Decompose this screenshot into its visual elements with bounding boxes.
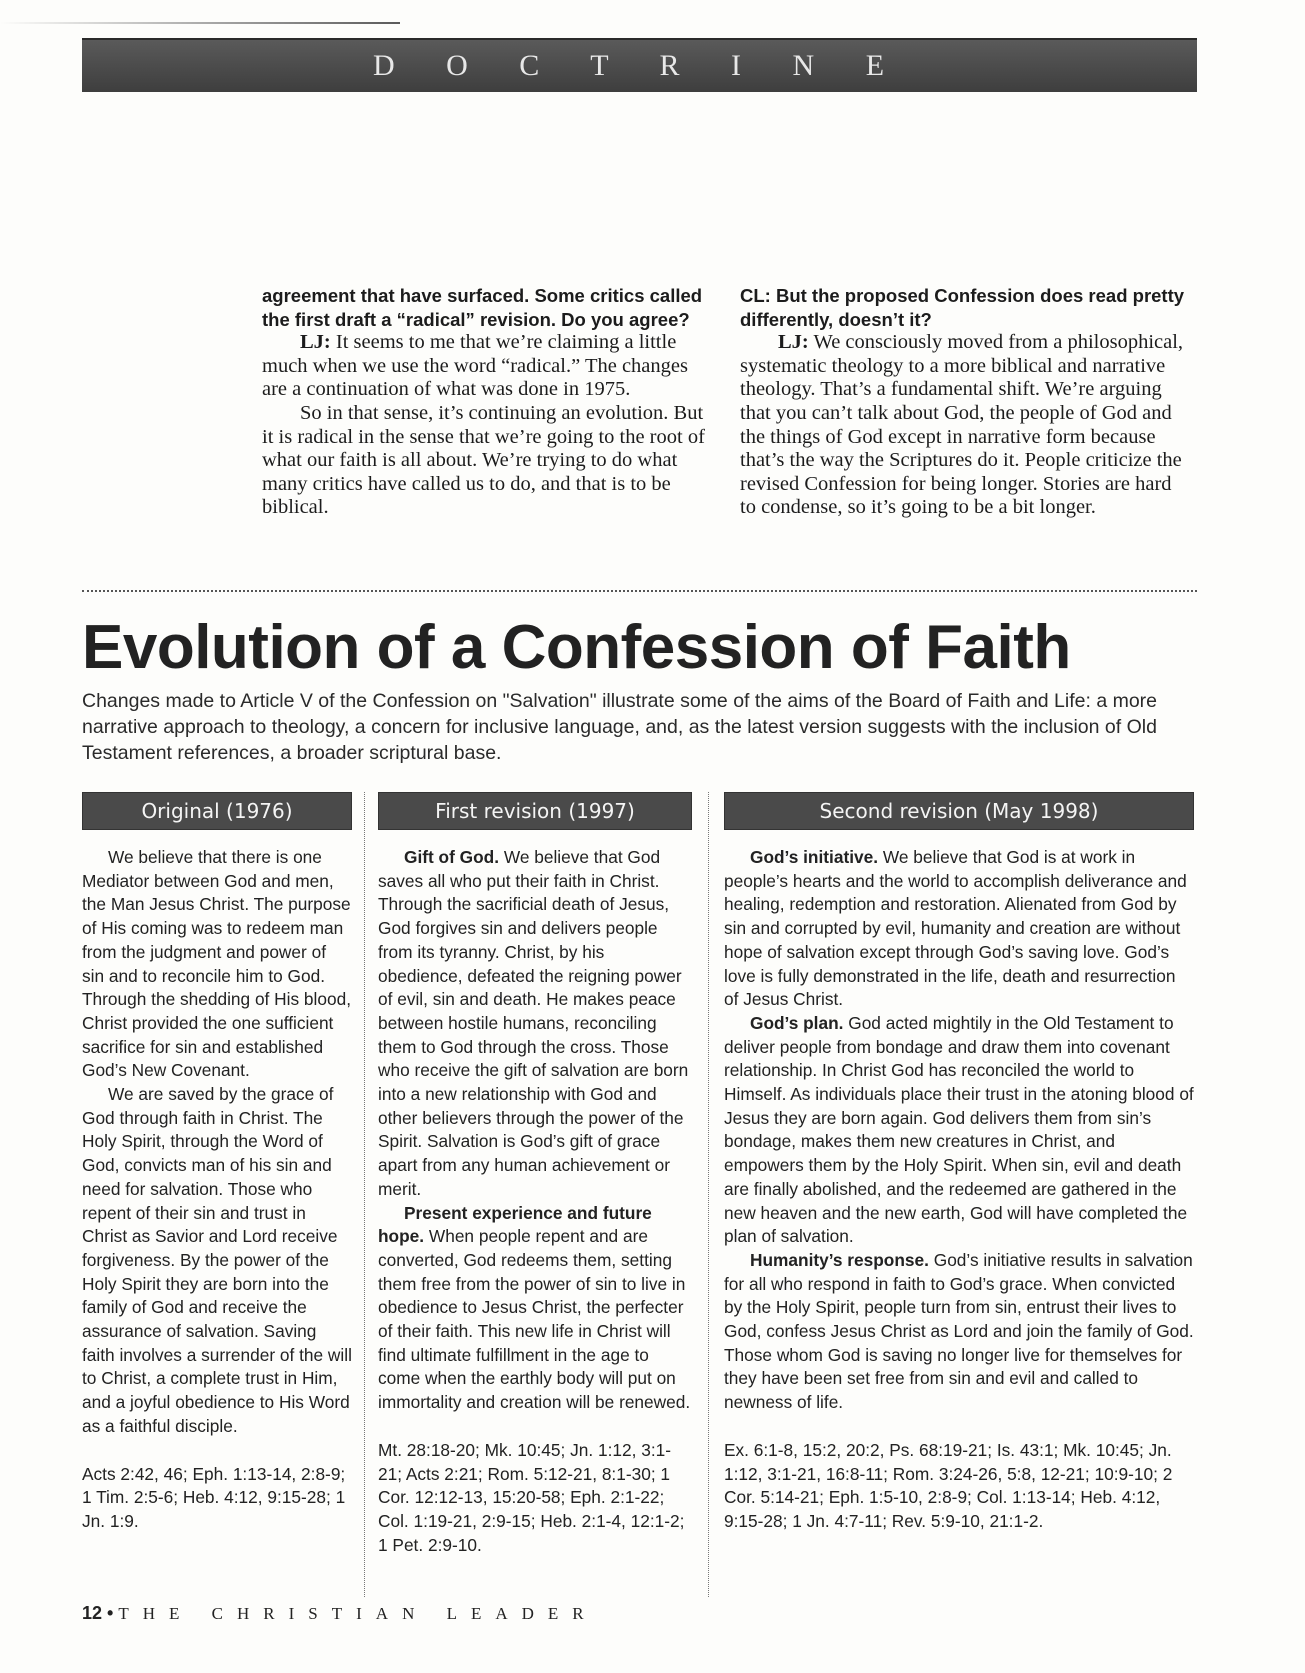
interview-answer <box>262 331 714 402</box>
column-body <box>724 846 1194 1415</box>
scripture-references: Mt. 28:18-20; Mk. 10:45; Jn. 1:12, 3:1-21; Acts 2:21; Rom. 5:12-21, 8:1-30; 1 Cor. 12:12-13, 15:20-58; Eph. 2:1-22; Col. 1:19-21, 2:9-15; Heb. 2:1-4, 12:1-2; 1 Pet. 2:9-10. <box>378 1439 685 1555</box>
column-body <box>378 846 692 1415</box>
column-header: First revision (1997) <box>378 792 692 830</box>
paragraph <box>378 846 692 1202</box>
scripture-references: Ex. 6:1-8, 15:2, 20:2, Ps. 68:19-21; Is. 43:1; Mk. 10:45; Jn. 1:12, 3:1-21, 16:8-11; Rom. 3:24-26, 5:8, 12-21; 10:9-10; 2 Cor. 5:14-21; Eph. 1:5-10, 2:8-9; Col. 1:13-14; Heb. 4:12, 9:15-28; 1 Jn. 4:7-11; Rev. 5:9-10, 21:1-2. <box>724 1439 1173 1531</box>
paragraph-text: We believe that God is at work in people’s hearts and the world to accomplish deliverance and healing, redemption and restoration. Alienated from God by sin and corrupted by evil, humanity and creation are without hope of salvation except through God’s saving love. God’s love is fully demonstrated in the life, death and resurrection of Jesus Christ. <box>724 847 1187 1010</box>
paragraph <box>724 1012 1194 1249</box>
paragraph-text: God’s initiative results in salvation for all who respond in faith to God’s grace. When convicted by the Holy Spirit, people turn from sin, entrust their lives to God, confess Jesus Christ as Lord and join the family of God. Those whom God is saving no longer live for themselves for they have been set free from sin and evil and called to newness of life. <box>724 1249 1194 1413</box>
column-separator <box>364 792 365 1597</box>
interview-column-left <box>262 284 714 520</box>
paragraph: We believe that there is one Mediator between God and men, the Man Jesus Christ. The purpose of His coming was to redeem man from the judgment and power of sin and to reconcile him to God. Through the shedding of His blood, Christ provided the one sufficient sacrifice for sin and established God’s New Covenant. <box>82 847 351 1081</box>
interview-column-right <box>740 284 1192 520</box>
paragraph-lead: God’s plan. <box>750 1012 844 1033</box>
scripture-references: Acts 2:42, 46; Eph. 1:13-14, 2:8-9; 1 Tim. 2:5-6; Heb. 4:12, 9:15-28; 1 Jn. 1:9. <box>82 1463 346 1531</box>
version-column-first-revision <box>378 792 692 1557</box>
column-separator <box>708 792 709 1597</box>
paragraph-lead: Humanity’s response. <box>750 1249 929 1270</box>
version-column-original <box>82 792 352 1534</box>
paragraph <box>724 846 1194 1012</box>
column-header: Second revision (May 1998) <box>724 792 1194 830</box>
paragraph-text: God acted mightily in the Old Testament to deliver people from bondage and draw them into covenant relationship. In Christ God has reconciled the world to Himself. As individuals place their trust in the atoning blood of Jesus they are born again. God delivers them from sin’s bondage, makes them new creatures in Christ, and empowers them by the Holy Spirit. When sin, evil and death are finally abolished, and the redeemed are gathered in the new heaven and the new earth, God will have completed the plan of salvation. <box>724 1012 1194 1247</box>
footer-bullet: • <box>107 1603 114 1623</box>
article-deck: Changes made to Article V of the Confession on "Salvation" illustrate some of the aims of the Board of Faith and Life: a more narrative approach to theology, a concern for inclusive language, and, as the latest version suggests with the inclusion of Old Testament references, a broader scriptural base. <box>82 690 1158 764</box>
paragraph <box>378 1202 692 1415</box>
paragraph-lead: Present experience and future hope. <box>378 1202 652 1247</box>
section-banner <box>82 38 1197 92</box>
paragraph <box>724 1249 1194 1415</box>
paragraph-lead: Gift of God. <box>404 847 500 867</box>
interview-answer <box>740 331 1192 520</box>
answer-text: We consciously moved from a philosophical, systematic theology to a more biblical and narrative theology. That’s a fundamental shift. We’re arguing that you can’t talk about God, the people of God and the things of God except in narrative form because that’s the way the Scriptures do it. People criticize the revised Confession for being longer. Stories are hard to condense, so it’s going to be a bit longer. <box>740 331 1184 519</box>
paragraph-lead: God’s initiative. <box>750 847 879 867</box>
paragraph: We are saved by the grace of God through faith in Christ. The Holy Spirit, through the Word of God, convicts man of his sin and need for salvation. Those who repent of their sin and trust in Christ as Savior and Lord receive forgiveness. By the power of the Holy Spirit they are born into the family of God and receive the assurance of salvation. Saving faith involves a surrender of the will to Christ, a complete trust in Him, and a joyful obedience to His Word as a faithful disciple. <box>82 1084 352 1436</box>
version-column-second-revision <box>724 792 1194 1534</box>
page-footer <box>82 1603 598 1624</box>
section-divider <box>82 590 1197 592</box>
column-header: Original (1976) <box>82 792 352 830</box>
answer-text: It seems to me that we’re claiming a little much when we use the word “radical.” The changes are a continuation of what was done in 1975. <box>262 331 688 401</box>
interview-answer-continued: So in that sense, it’s continuing an evolution. But it is radical in the sense that we’re going to the root of what our faith is all about. We’re trying to do what many critics have called us to do, and that is to be biblical. <box>262 401 705 519</box>
magazine-name: THE CHRISTIAN LEADER <box>118 1604 598 1623</box>
article-headline: Evolution of a Confession of Faith <box>82 613 1071 682</box>
paragraph-text: We believe that God saves all who put their faith in Christ. Through the sacrificial death of Jesus, God forgives sin and delivers people from its tyranny. Christ, by his obedience, defeated the reigning power of evil, sin and death. He makes peace between hostile humans, reconciling them to God through the cross. Those who receive the gift of salvation are born into a new relationship with God and other believers through the power of the Spirit. Salvation is God’s gift of grace apart from any human achievement or merit. <box>378 847 689 1199</box>
interview-question: CL: But the proposed Confession does read pretty differently, doesn’t it? <box>740 285 1185 330</box>
speaker-label: LJ: <box>778 331 809 354</box>
banner-rule <box>0 22 400 24</box>
page-number: 12 <box>82 1603 103 1623</box>
column-body <box>82 846 352 1439</box>
interview-question: agreement that have surfaced. Some critics called the first draft a “radical” revision. Do you agree? <box>262 285 703 330</box>
paragraph-text: When people repent and are converted, God redeems them, setting them free from the power of sin to live in obedience to Jesus Christ, the perfecter of their faith. This new life in Christ will find ultimate fulfillment in the age to come when the earthly body will put on immortality and creation will be renewed. <box>378 1226 691 1413</box>
section-title: D O C T R I N E <box>372 49 907 82</box>
speaker-label: LJ: <box>300 331 331 354</box>
